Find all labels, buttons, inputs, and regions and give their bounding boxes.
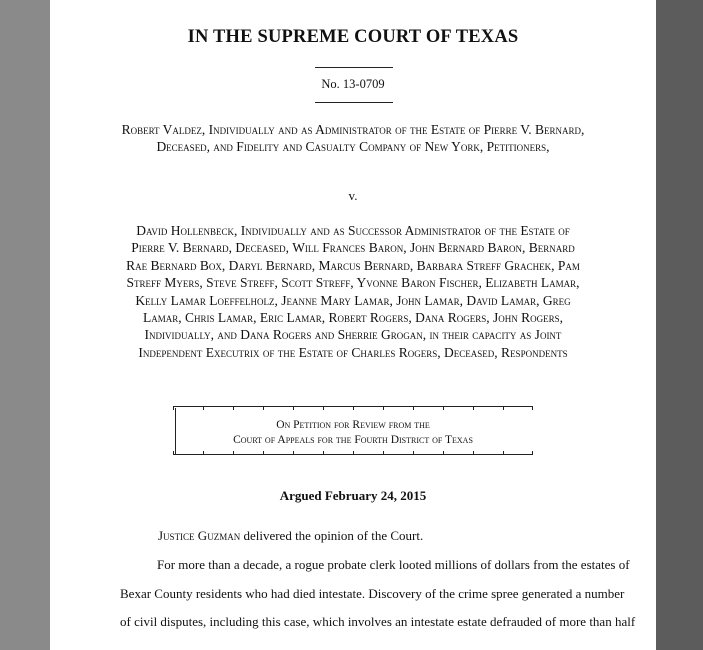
opinion-paragraph-line-3: of civil disputes, including this case, which involves an intestate estate defrauded of more than half xyxy=(120,614,636,629)
document-page xyxy=(50,0,656,650)
delivered-text: delivered the opinion of the Court. xyxy=(240,528,424,543)
court-title: IN THE SUPREME COURT OF TEXAS xyxy=(187,27,519,47)
petition-line-1: On Petition for Review from the xyxy=(276,419,430,431)
petition-for-review xyxy=(120,418,586,448)
opinion-paragraph-line-1: For more than a decade, a rogue probate clerk looted millions of dollars from the estates of xyxy=(157,557,630,572)
petitioners-caption: Robert Valdez, Individually and as Administrator of the Estate of Pierre V. Bernard, Deceased, and Fidelity and Casualty Company of New York, Petitioners, xyxy=(121,122,585,155)
argued-date: Argued February 24, 2015 xyxy=(279,488,427,503)
respondents-caption: David Hollenbeck, Individually and as Successor Administrator of the Estate of Pierre V. Bernard, Deceased, Will Frances Baron, John Bernard Baron, Bernard Rae Bernard Box, Daryl Bernard, Marcus Bernard, Barbara Streff Grachek, Pam Streff Myers, Steve Streff, Scott Streff, Yvonne Baron Fischer, Elizabeth Lamar, Kelly Lamar Loeffelholz, Jeanne Mary Lamar, John Lamar, David Lamar, Greg Lamar, Chris Lamar, Eric Lamar, Robert Rogers, Dana Rogers, John Rogers, Individually, and Dana Rogers and Sherrie Grogan, in their capacity as Joint Independent Executrix of the Estate of Charles Rogers, Deceased, Respondents xyxy=(126,223,580,360)
docket-number: No. 13-0709 xyxy=(321,77,385,91)
divider-bottom-ticks xyxy=(173,451,533,455)
versus: v. xyxy=(348,188,358,203)
divider-top-ticks xyxy=(173,407,533,411)
opinion-attribution xyxy=(158,521,628,550)
justice-name: Justice Guzman xyxy=(158,528,241,543)
petition-line-2: Court of Appeals for the Fourth District of Texas xyxy=(233,434,473,446)
viewer-background-right xyxy=(656,0,703,650)
opinion-paragraph-line-2: Bexar County residents who had died intestate. Discovery of the crime spree generated a number xyxy=(120,586,625,601)
viewer-background-left xyxy=(0,0,50,650)
